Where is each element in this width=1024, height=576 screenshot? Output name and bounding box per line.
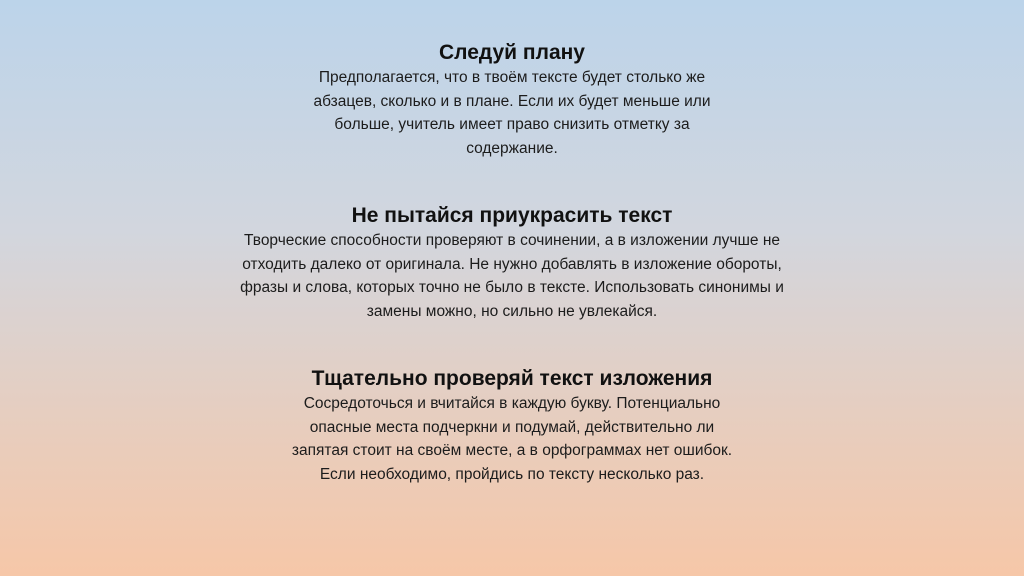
- paragraph-line: замены можно, но сильно не увлекайся.: [366, 302, 658, 320]
- section-dont-embellish: [0, 203, 1024, 323]
- section-paragraph: [277, 66, 747, 160]
- paragraph-line: отходить далеко от оригинала. Не нужно добавлять в изложение обороты,: [242, 255, 782, 273]
- paragraph-line: Предполагается, что в твоём тексте будет столько же: [318, 69, 706, 86]
- paragraph-line: Творческие способности проверяют в сочинении, а в изложении лучше не: [243, 232, 781, 249]
- section-paragraph: [252, 392, 772, 486]
- paragraph-line: опасные места подчеркни и подумай, действительно ли: [309, 418, 715, 436]
- paragraph-line: Сосредоточься и вчитайся в каждую букву. Потенциально: [303, 395, 721, 412]
- section-title: Тщательно проверяй текст изложения: [311, 367, 713, 390]
- paragraph-line: больше, учитель имеет право снизить отметку за: [334, 116, 690, 133]
- section-title: Не пытайся приукрасить текст: [351, 204, 673, 227]
- paragraph-line: Если необходимо, пройдись по тексту несколько раз.: [319, 465, 705, 483]
- paragraph-line: абзацев, сколько и в плане. Если их будет меньше или: [313, 92, 711, 110]
- section-check-text: [0, 366, 1024, 486]
- paragraph-line: запятая стоит на своём месте, а в орфограммах нет ошибок.: [291, 442, 733, 459]
- section-follow-plan: [0, 40, 1024, 160]
- paragraph-line: содержание.: [466, 139, 558, 157]
- paragraph-line: фразы и слова, которых точно не было в тексте. Использовать синонимы и: [240, 279, 784, 296]
- section-title: Следуй плану: [439, 41, 585, 64]
- section-paragraph: [192, 229, 832, 323]
